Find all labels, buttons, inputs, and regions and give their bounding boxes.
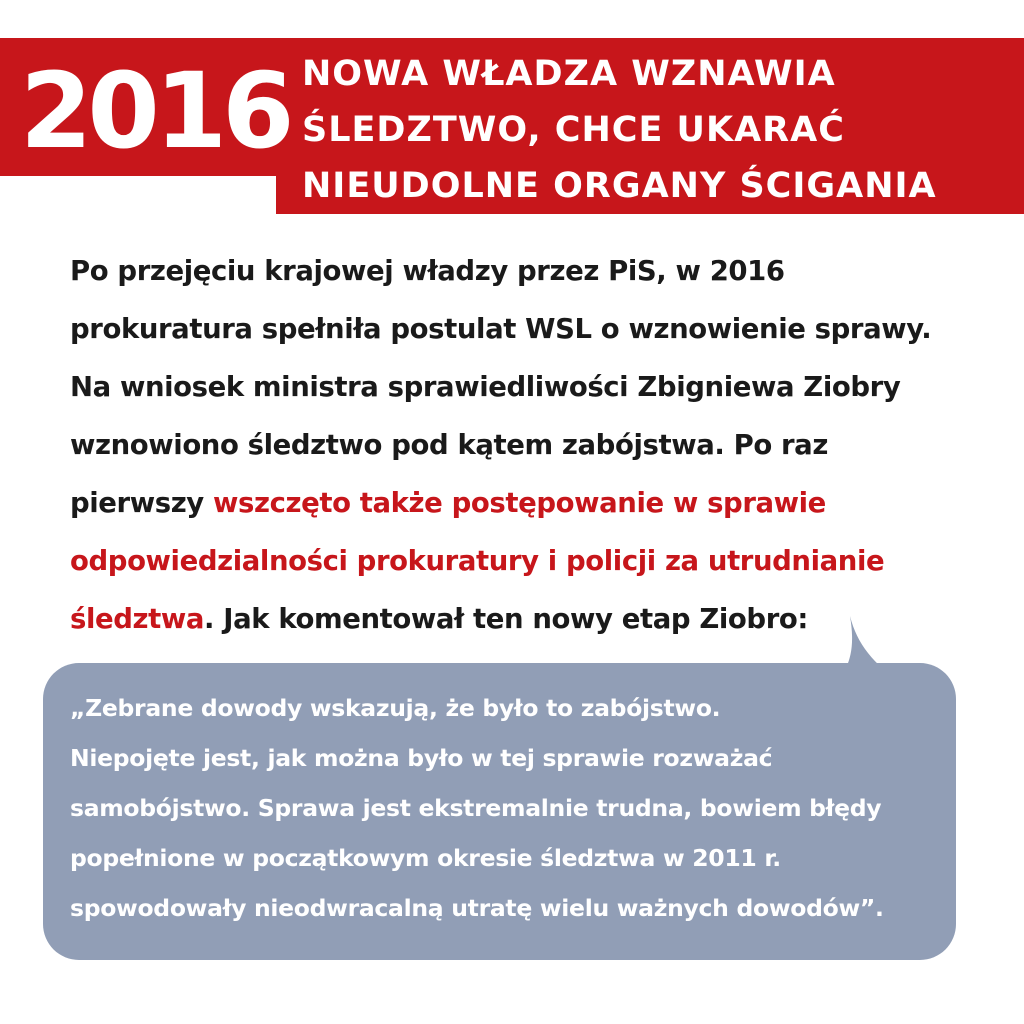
quote-line: popełnione w początkowym okresie śledztwa w 2011 r. — [70, 844, 781, 872]
headline-line: NOWA WŁADZA WZNAWIA — [302, 54, 836, 94]
body-text: pierwszy — [70, 487, 214, 519]
body-line: Po przejęciu krajowej władzy przez PiS, w 2016 — [70, 255, 785, 287]
highlighted-text: odpowiedzialności prokuratury i policji za utrudnianie — [70, 545, 885, 577]
headline-line: ŚLEDZTWO, CHCE UKARAĆ — [302, 110, 845, 150]
quote-text — [70, 683, 950, 933]
quote-line: Niepojęte jest, jak można było w tej sprawie rozważać — [70, 744, 773, 772]
headline-line: NIEUDOLNE ORGANY ŚCIGANIA — [302, 166, 937, 206]
quote-line: spowodowały nieodwracalną utratę wielu ważnych dowodów”. — [70, 894, 884, 922]
year-heading: 2016 — [20, 50, 290, 172]
highlighted-text: wszczęto także postępowanie w sprawie — [213, 487, 826, 519]
body-line: Na wniosek ministra sprawiedliwości Zbigniewa Ziobry — [70, 371, 901, 403]
quote-line: „Zebrane dowody wskazują, że było to zabójstwo. — [70, 694, 721, 722]
quote-line: samobójstwo. Sprawa jest ekstremalnie trudna, bowiem błędy — [70, 794, 882, 822]
body-line: wznowiono śledztwo pod kątem zabójstwa. Po raz — [70, 429, 828, 461]
highlighted-text: śledztwa — [70, 603, 205, 635]
body-text: . Jak komentował ten nowy etap Ziobro: — [204, 603, 808, 635]
body-line: prokuratura spełniła postulat WSL o wznowienie sprawy. — [70, 313, 932, 345]
